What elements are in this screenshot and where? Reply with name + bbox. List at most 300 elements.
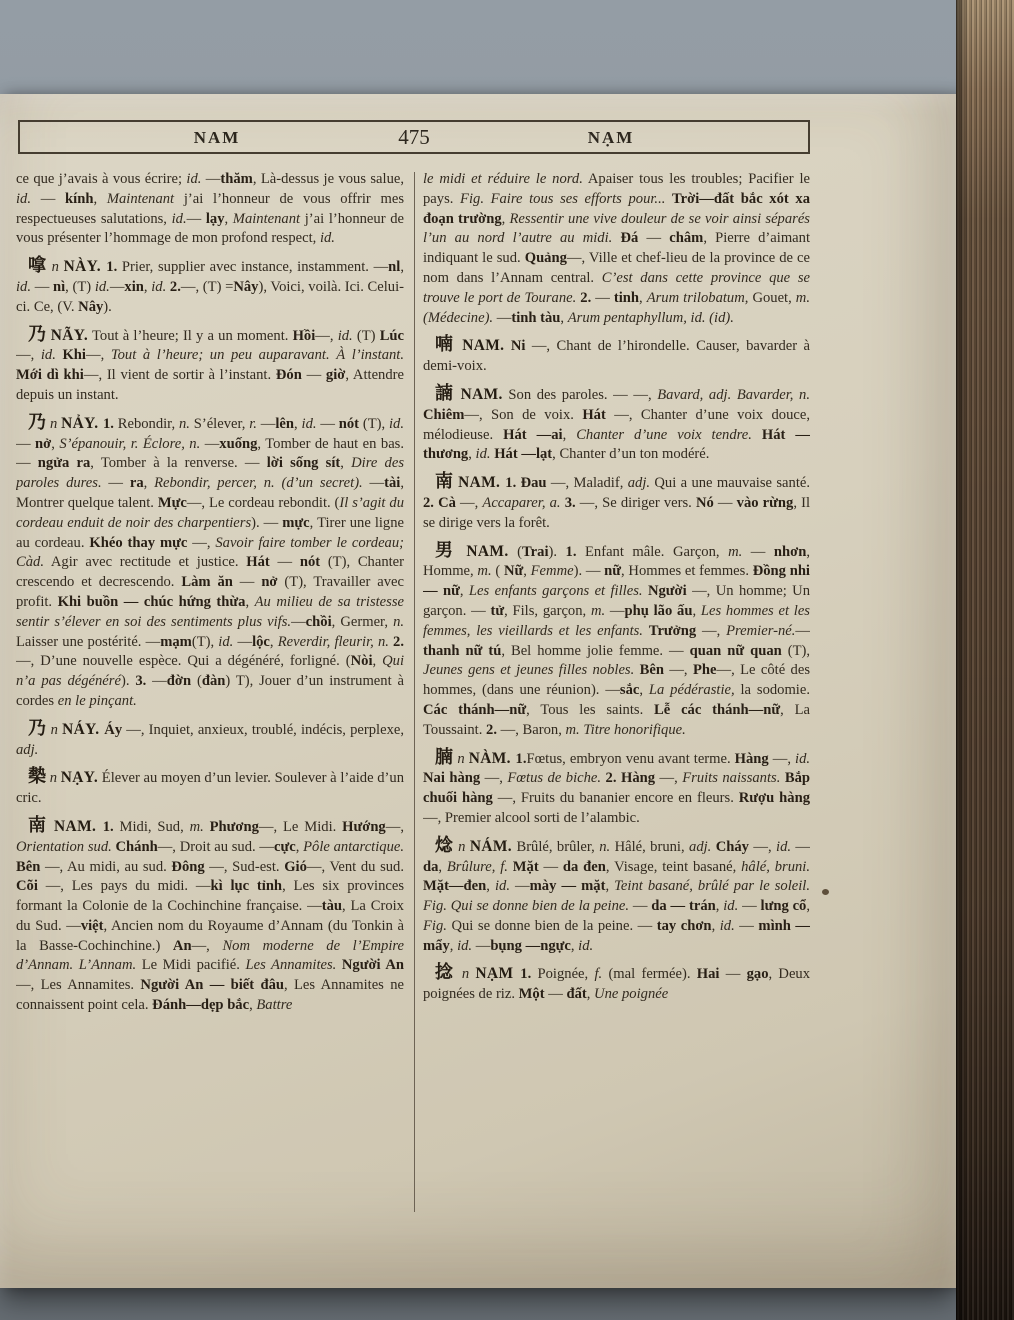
vietnamese-term: kính	[65, 190, 94, 207]
italic-gloss: n.	[393, 613, 404, 630]
italic-gloss: n	[453, 750, 469, 767]
text-run: —, D’une nouvelle espèce. Qui a dégénéré, forligné. (	[16, 653, 351, 670]
text-run	[752, 427, 762, 443]
headword: NAM.	[54, 817, 103, 835]
italic-gloss: Fœtus de biche.	[507, 770, 602, 787]
vietnamese-term: giờ	[325, 367, 346, 384]
text-run: —	[256, 415, 276, 432]
text-run: ,	[294, 415, 302, 432]
text-run: Le Midi pacifié.	[136, 957, 246, 974]
vietnamese-term: Bắp chuối hàng	[423, 770, 810, 807]
headword: NAM.	[460, 385, 503, 403]
text-run: —, Sud-est.	[204, 858, 285, 875]
text-run: Hâlé, bruni,	[610, 838, 690, 855]
vietnamese-term: Nó	[695, 494, 714, 511]
running-header	[18, 120, 810, 154]
vietnamese-term: 1.	[520, 966, 532, 983]
italic-gloss: Les Annamites.	[245, 957, 337, 974]
text-run: —	[269, 554, 300, 571]
text-run: (T),	[191, 633, 219, 650]
vietnamese-term: Hàng	[734, 750, 769, 767]
text-run: Gouet,	[748, 289, 796, 306]
italic-gloss: id.	[723, 898, 739, 915]
cjk-headchar: 槷	[28, 766, 47, 787]
text-run: (T),	[359, 415, 389, 432]
vietnamese-term: Khéo thay mực	[89, 534, 188, 551]
entry-nam-foetus	[423, 748, 810, 829]
text-run: , Il se dirige vers la forêt.	[423, 494, 810, 531]
text-run: , Hommes et femmes.	[621, 563, 753, 580]
entry-nay-dot	[16, 767, 404, 809]
text-run: (T),	[781, 642, 810, 659]
text-run: ,	[449, 937, 458, 954]
vietnamese-term: Hát	[246, 554, 270, 571]
vietnamese-term: Trưởng	[648, 622, 697, 639]
cjk-headchar: 腩	[435, 746, 454, 767]
right-column	[423, 170, 810, 1234]
text-run: —, Ville et chef-lieu de la province de ce nom dans l’Annam central.	[423, 250, 810, 286]
italic-gloss: m. Titre honorifique.	[565, 721, 686, 738]
italic-gloss: id.	[301, 415, 317, 432]
text-run: —	[233, 633, 253, 650]
vietnamese-term: 1.	[102, 818, 114, 835]
text-run: —	[544, 986, 567, 1003]
text-run: —, Le cordeau rebondit. (	[186, 494, 340, 511]
italic-gloss: m.	[590, 602, 606, 619]
entry-nam-poignee	[423, 963, 810, 1005]
vietnamese-term: tay chơn	[656, 917, 712, 934]
vietnamese-term: ra	[129, 475, 144, 492]
italic-gloss: id.	[388, 415, 404, 432]
italic-gloss: n.	[178, 415, 190, 432]
vietnamese-term: Cháy	[715, 838, 749, 855]
text-run: ,	[249, 997, 257, 1014]
vietnamese-term: 1.	[565, 543, 577, 560]
text-run: , Germer,	[331, 613, 394, 630]
ink-speck	[822, 889, 829, 895]
entry-nay-grave	[16, 256, 404, 317]
text-run: —, Baron,	[496, 721, 566, 738]
text-run: —	[719, 966, 747, 983]
vietnamese-term: kì lục tỉnh	[210, 878, 283, 895]
italic-gloss: id.	[218, 633, 234, 650]
text-run: ). —	[573, 563, 605, 580]
text-run: , Homme,	[423, 543, 810, 580]
vietnamese-term: mày — mặt	[529, 878, 606, 895]
italic-gloss: Nom moderne de l’Empire d’Annam. L’Annam.	[16, 937, 404, 974]
text-run: ,	[224, 210, 233, 227]
text-run: (	[508, 543, 523, 560]
vietnamese-term: Làm ăn	[181, 574, 233, 591]
text-run: ,	[459, 583, 469, 600]
text-run: , Bel homme jolie femme. —	[501, 642, 690, 659]
cjk-headchar: 喃	[435, 334, 456, 355]
text-run: , Attendre depuis un instant.	[16, 367, 404, 403]
vietnamese-term: quan nữ quan	[689, 642, 782, 659]
italic-gloss: Tout à l’heure; un peu auparavant. À l’instant.	[110, 347, 404, 364]
vietnamese-term: gạo	[746, 966, 769, 983]
italic-gloss: n	[46, 415, 62, 432]
italic-gloss: Chanter d’une voix tendre.	[576, 426, 752, 443]
vietnamese-term: chồi	[305, 613, 332, 630]
text-run: ,	[245, 593, 255, 610]
italic-gloss: Au milieu de sa tristesse sentir s’élever en soi des sentiments plus vifs.	[16, 593, 404, 630]
italic-gloss: id.	[494, 878, 510, 895]
vietnamese-term: 2.	[605, 770, 617, 787]
vietnamese-term: xuống	[219, 435, 258, 452]
italic-gloss: Maintenant	[106, 190, 175, 207]
vietnamese-term: đàn	[201, 673, 226, 690]
text-run: —, Droit au sud. —	[157, 838, 275, 855]
italic-gloss: Savoir faire tomber le cordeau; Càd.	[16, 534, 404, 571]
headword: NÀM.	[468, 749, 516, 767]
italic-gloss: r.	[249, 415, 257, 432]
text-run: Midi, Sud,	[113, 818, 190, 835]
text-run: ,	[400, 259, 404, 276]
vietnamese-term: An	[172, 937, 192, 954]
italic-gloss: id.	[475, 446, 491, 463]
vietnamese-term: Rượu hàng	[738, 790, 810, 807]
text-run: —	[101, 475, 130, 492]
vietnamese-term: lạy	[205, 210, 225, 227]
entry-nam-brule	[423, 836, 810, 957]
vietnamese-term: nở	[261, 574, 278, 591]
vietnamese-term: Áy	[104, 721, 123, 738]
text-run: Qui a une mauvaise santé.	[650, 475, 810, 492]
text-run: ,	[269, 633, 278, 650]
vietnamese-term: lộc	[252, 633, 270, 650]
text-run: —,	[455, 494, 483, 511]
text-run: ). —	[251, 514, 283, 531]
vietnamese-term: sắc	[619, 682, 640, 699]
italic-gloss: Ressentir une vive douleur de se voir ainsi séparés l’un au nord l’autre au midi.	[423, 210, 810, 247]
text-run: ,	[372, 653, 383, 670]
vietnamese-term: Các thánh—nữ	[423, 701, 527, 718]
italic-gloss: id.	[319, 230, 335, 247]
vietnamese-term: da đen	[562, 858, 606, 875]
vietnamese-term: 2.	[388, 633, 404, 650]
vietnamese-term: nót	[299, 554, 321, 571]
italic-gloss: Femme	[530, 563, 574, 580]
vietnamese-term: Ni	[510, 338, 526, 355]
vietnamese-term: 2.	[576, 289, 592, 306]
text-run: —, Au midi, au sud.	[40, 858, 172, 875]
text-run: , Tous les saints.	[526, 701, 655, 718]
text-run: ) T), Jouer d’un instrument à cordes	[16, 673, 404, 709]
entry-nay-tilde	[16, 325, 404, 406]
italic-gloss: id.	[795, 750, 810, 767]
cjk-headchar: 捻	[435, 962, 456, 983]
text-run: —, Maladif,	[546, 475, 628, 492]
text-run: —	[742, 543, 774, 560]
vietnamese-term: tinh tàu	[511, 309, 561, 326]
text-run: —	[232, 574, 262, 591]
text-run: —,	[16, 347, 41, 364]
text-run: Apaiser tous les troubles; Pacifier le pays.	[423, 171, 810, 207]
text-run: —	[200, 435, 220, 452]
running-title-left: NAM	[193, 128, 241, 147]
book-fore-edge-pages	[956, 0, 1014, 1320]
text-run: la sodomie.	[734, 682, 810, 699]
vietnamese-term: 2.	[423, 494, 434, 511]
cjk-headchar: 嗱	[28, 255, 48, 276]
vietnamese-term: Bên	[16, 858, 41, 875]
text-run: —, Les Annamites.	[16, 977, 141, 994]
italic-gloss: Fruits naissants.	[682, 770, 781, 787]
text-run: ,	[295, 838, 304, 855]
text-run: ,	[715, 898, 724, 915]
vietnamese-term: vào rừng	[736, 494, 794, 511]
italic-gloss: id.	[719, 917, 735, 934]
text-run: (T)	[352, 327, 380, 344]
text-run: , Visage, teint basané,	[605, 858, 742, 875]
text-run: , Les six provinces formant la Colonie de la Cochinchine française. —	[16, 878, 404, 915]
text-run: j’ai l’honneur de vous offrir mes respectueuses salutations,	[16, 190, 404, 227]
italic-gloss: Premier-né.	[726, 622, 796, 639]
italic-gloss: le midi et réduire le nord.	[423, 171, 583, 187]
vietnamese-term: Đồng nhi — nữ	[423, 563, 810, 600]
text-run: ce que j’avais à vous écrire;	[16, 171, 187, 187]
vietnamese-term: nl	[388, 259, 401, 276]
vietnamese-term: Nây	[78, 298, 104, 315]
text-run: —, Son de voix.	[464, 406, 583, 423]
text-run: —	[16, 435, 36, 452]
book-page	[0, 94, 956, 1288]
italic-gloss: id.	[186, 171, 202, 187]
text-run: (mal fermée).	[602, 966, 697, 983]
vietnamese-term: châm	[669, 230, 704, 247]
vietnamese-term: Đau	[520, 475, 547, 492]
italic-gloss: adj.	[627, 475, 651, 492]
vietnamese-term: Hai	[696, 966, 720, 983]
vietnamese-term: Hàng	[620, 770, 656, 787]
vietnamese-term: 1.	[102, 415, 114, 432]
vietnamese-term: Chánh	[115, 838, 158, 855]
entry-nam-paroles	[423, 384, 810, 465]
entry-nam-garcon	[423, 541, 810, 741]
italic-gloss: f.	[594, 966, 603, 983]
vietnamese-term: phụ lão ấu	[624, 602, 693, 619]
text-run: ,	[639, 682, 649, 699]
italic-gloss: n	[46, 770, 61, 787]
text-run: —	[31, 190, 66, 207]
text-run: —,	[748, 838, 777, 855]
vietnamese-term: Bên	[639, 662, 664, 679]
text-run: j’ai l’honneur de vous présenter l’hommage de mon profond respect,	[16, 210, 404, 247]
italic-gloss: n	[47, 259, 64, 276]
text-run: ,	[806, 898, 810, 915]
text-run: ,	[570, 937, 579, 954]
text-run: —, Inquiet, anxieux, troublé, indécis, perplexe,	[122, 721, 404, 738]
italic-gloss: adj.	[689, 838, 712, 855]
italic-gloss: Jeunes gens et jeunes filles nobles.	[423, 662, 635, 679]
vietnamese-term: Hướng	[342, 818, 386, 835]
text-run: , Deux poignées de riz.	[423, 966, 810, 1003]
vietnamese-term: Đánh—dẹp bắc	[152, 997, 250, 1014]
text-run: —	[301, 367, 326, 384]
headword: NÀY.	[63, 258, 107, 276]
text-run: ), Voici, voilà. Ici. Celui-ci. Ce, (V.	[16, 278, 404, 315]
headword: NẠM	[475, 965, 521, 983]
italic-gloss: Fig.	[423, 917, 447, 934]
headword: NAM.	[458, 474, 506, 492]
italic-gloss: Pôle antarctique.	[303, 838, 404, 855]
vietnamese-term: Hát —ai	[503, 426, 563, 443]
text-run: —,	[191, 937, 223, 954]
text-run: —, Chanter d’une voix douce, mélodieuse.	[423, 406, 810, 443]
vietnamese-term: da — trán	[651, 898, 716, 915]
vietnamese-term: lưng cổ	[760, 898, 807, 915]
cjk-headchar: 南	[435, 471, 454, 492]
text-run: ).	[103, 298, 112, 315]
vietnamese-term: đờn	[166, 673, 192, 690]
text-run: —	[362, 475, 385, 492]
text-run: , Les Annamites ne connaissent point cela.	[16, 977, 404, 1014]
vietnamese-term: Lúc	[379, 327, 404, 344]
text-run: —	[791, 838, 810, 855]
vietnamese-term: Một	[518, 986, 545, 1003]
text-run: , Tirer une ligne au cordeau.	[16, 514, 404, 551]
vietnamese-term: Chiêm	[423, 406, 465, 423]
entry-nay-acute	[16, 719, 404, 761]
text-run: (T), Chanter crescendo et decrescendo.	[16, 554, 404, 591]
text-run: ,	[711, 917, 720, 934]
text-run: Brûlé, brûler,	[512, 838, 600, 855]
vietnamese-term: Mặt—đen	[423, 878, 487, 895]
text-run: ,	[692, 602, 701, 619]
text-run: Poignée,	[531, 966, 595, 983]
italic-gloss: id.	[40, 347, 56, 364]
italic-gloss: Les enfants garçons et filles.	[468, 583, 643, 600]
vietnamese-term: lên	[275, 415, 295, 432]
text-run: ,	[143, 475, 155, 492]
italic-gloss: m.	[728, 543, 743, 560]
italic-gloss: C’est dans cette province que se trouve le port de Tourane.	[423, 269, 810, 306]
headword: NAM.	[466, 542, 509, 560]
text-run: —	[31, 278, 53, 295]
italic-gloss: m.	[477, 563, 492, 580]
text-run: ,	[340, 455, 352, 472]
text-run: ,	[605, 878, 615, 895]
text-run: ,	[486, 878, 495, 895]
italic-gloss: Teint basané, brûlé par le soleil. Fig.	[423, 878, 810, 915]
vietnamese-term: Đông	[171, 858, 205, 875]
italic-gloss: Qui n’a pas dégénéré	[16, 653, 404, 690]
text-run: , Pierre d’aimant indiquant le sud.	[423, 230, 810, 267]
vietnamese-term: mình — mẩy	[423, 917, 810, 954]
vietnamese-term: thanh nữ tú	[423, 642, 502, 659]
page-number: 475	[398, 125, 430, 149]
vietnamese-term: Trai	[522, 543, 549, 560]
text-run: Enfant mâle. Garçon,	[576, 543, 729, 560]
italic-gloss: n	[46, 721, 63, 738]
vietnamese-term: Nai hàng	[423, 770, 481, 787]
italic-gloss: Rebondir, percer, n. (d’un secret).	[154, 475, 363, 492]
text-run: Laisser une postérité. —	[16, 633, 161, 650]
text-run: —	[713, 494, 737, 511]
continuation-paragraph	[16, 170, 404, 249]
text-run: —	[638, 230, 670, 247]
text-run: , (T)	[65, 278, 95, 295]
text-run: —	[795, 622, 810, 639]
vietnamese-term: nữ	[604, 563, 622, 580]
text-run: , Tomber de haut en bas. —	[16, 435, 404, 472]
text-run: —,	[768, 750, 796, 767]
vietnamese-term: tài	[384, 475, 401, 492]
text-run: ,	[562, 426, 577, 443]
text-run: Agir avec rectitude et justice.	[43, 554, 247, 571]
text-run: , Chanter d’un ton modéré.	[552, 446, 710, 463]
vietnamese-term: cực	[274, 838, 296, 855]
text-run: —,	[696, 622, 727, 639]
text-run: —, Le côté des hommes, (dans une réunion). —	[423, 662, 810, 699]
text-run: , Fils, garçon,	[504, 602, 591, 619]
italic-gloss: Fig. Faire tous ses efforts pour...	[460, 190, 666, 207]
vietnamese-term: Trời—đất bắc xót xa đoạn trường	[423, 190, 810, 227]
italic-gloss: id.	[776, 838, 792, 855]
italic-gloss: id.	[337, 327, 353, 344]
text-run: —	[605, 602, 625, 619]
vietnamese-term: việt	[80, 917, 104, 934]
text-run: —, Premier alcool sorti de l’alambic.	[423, 809, 640, 826]
text-run: ,	[143, 278, 152, 295]
vietnamese-term: tử	[490, 602, 505, 619]
text-run: —,	[655, 770, 683, 787]
vietnamese-term: 1.	[505, 475, 517, 492]
text-run: —, Il vient de sortir à l’instant.	[83, 367, 276, 384]
text-run: Qui se donne bien de la peine. —	[446, 917, 657, 934]
italic-gloss: id.	[151, 278, 167, 295]
cjk-headchar: 焾	[435, 834, 454, 855]
text-run: Tout à l’heure; Il y a un moment.	[88, 327, 293, 344]
vietnamese-term: 1.	[106, 259, 118, 276]
italic-gloss: id.	[457, 937, 473, 954]
vietnamese-term: da	[423, 858, 439, 875]
vietnamese-term: Nây	[233, 278, 259, 295]
text-run: , La Toussaint.	[423, 701, 810, 738]
italic-gloss: Dire des paroles dures.	[16, 455, 404, 492]
vietnamese-term: Hát —lạt	[494, 446, 553, 463]
text-run: ,	[468, 446, 476, 463]
text-run: —	[629, 898, 652, 915]
italic-gloss: Accaparer, a.	[482, 494, 561, 511]
text-run: (	[491, 563, 504, 580]
text-run: —, Fruits du bananier encore en fleurs.	[492, 790, 739, 807]
text-run: —,	[480, 770, 508, 787]
vietnamese-term: Khi	[62, 347, 86, 364]
cjk-headchar: 乃	[28, 323, 47, 344]
vietnamese-term: Đón	[275, 367, 302, 384]
text-run: ,	[639, 289, 647, 306]
column-divider-rule	[414, 172, 415, 1212]
text-block	[16, 170, 810, 1234]
vietnamese-term: tàu	[321, 898, 343, 915]
italic-gloss: id.	[94, 278, 110, 295]
vietnamese-term: nhơn	[773, 543, 807, 560]
vietnamese-term: Đá	[620, 230, 639, 247]
text-run: —, Un homme; Un garçon. —	[423, 583, 810, 619]
vietnamese-term: Mặt	[512, 858, 539, 875]
vietnamese-term: ngửa ra	[37, 455, 91, 472]
vietnamese-term: nì	[52, 278, 66, 295]
text-run: ,	[560, 309, 568, 326]
text-run: Rebondir,	[113, 415, 179, 432]
cjk-headchar: 乃	[28, 411, 47, 432]
text-run: Prier, supplier avec instance, instamment. —	[117, 259, 389, 276]
text-run: S’élever,	[189, 415, 250, 432]
cjk-headchar: 南	[28, 814, 49, 835]
italic-gloss: Qui se donne bien de la peine.	[450, 898, 630, 915]
